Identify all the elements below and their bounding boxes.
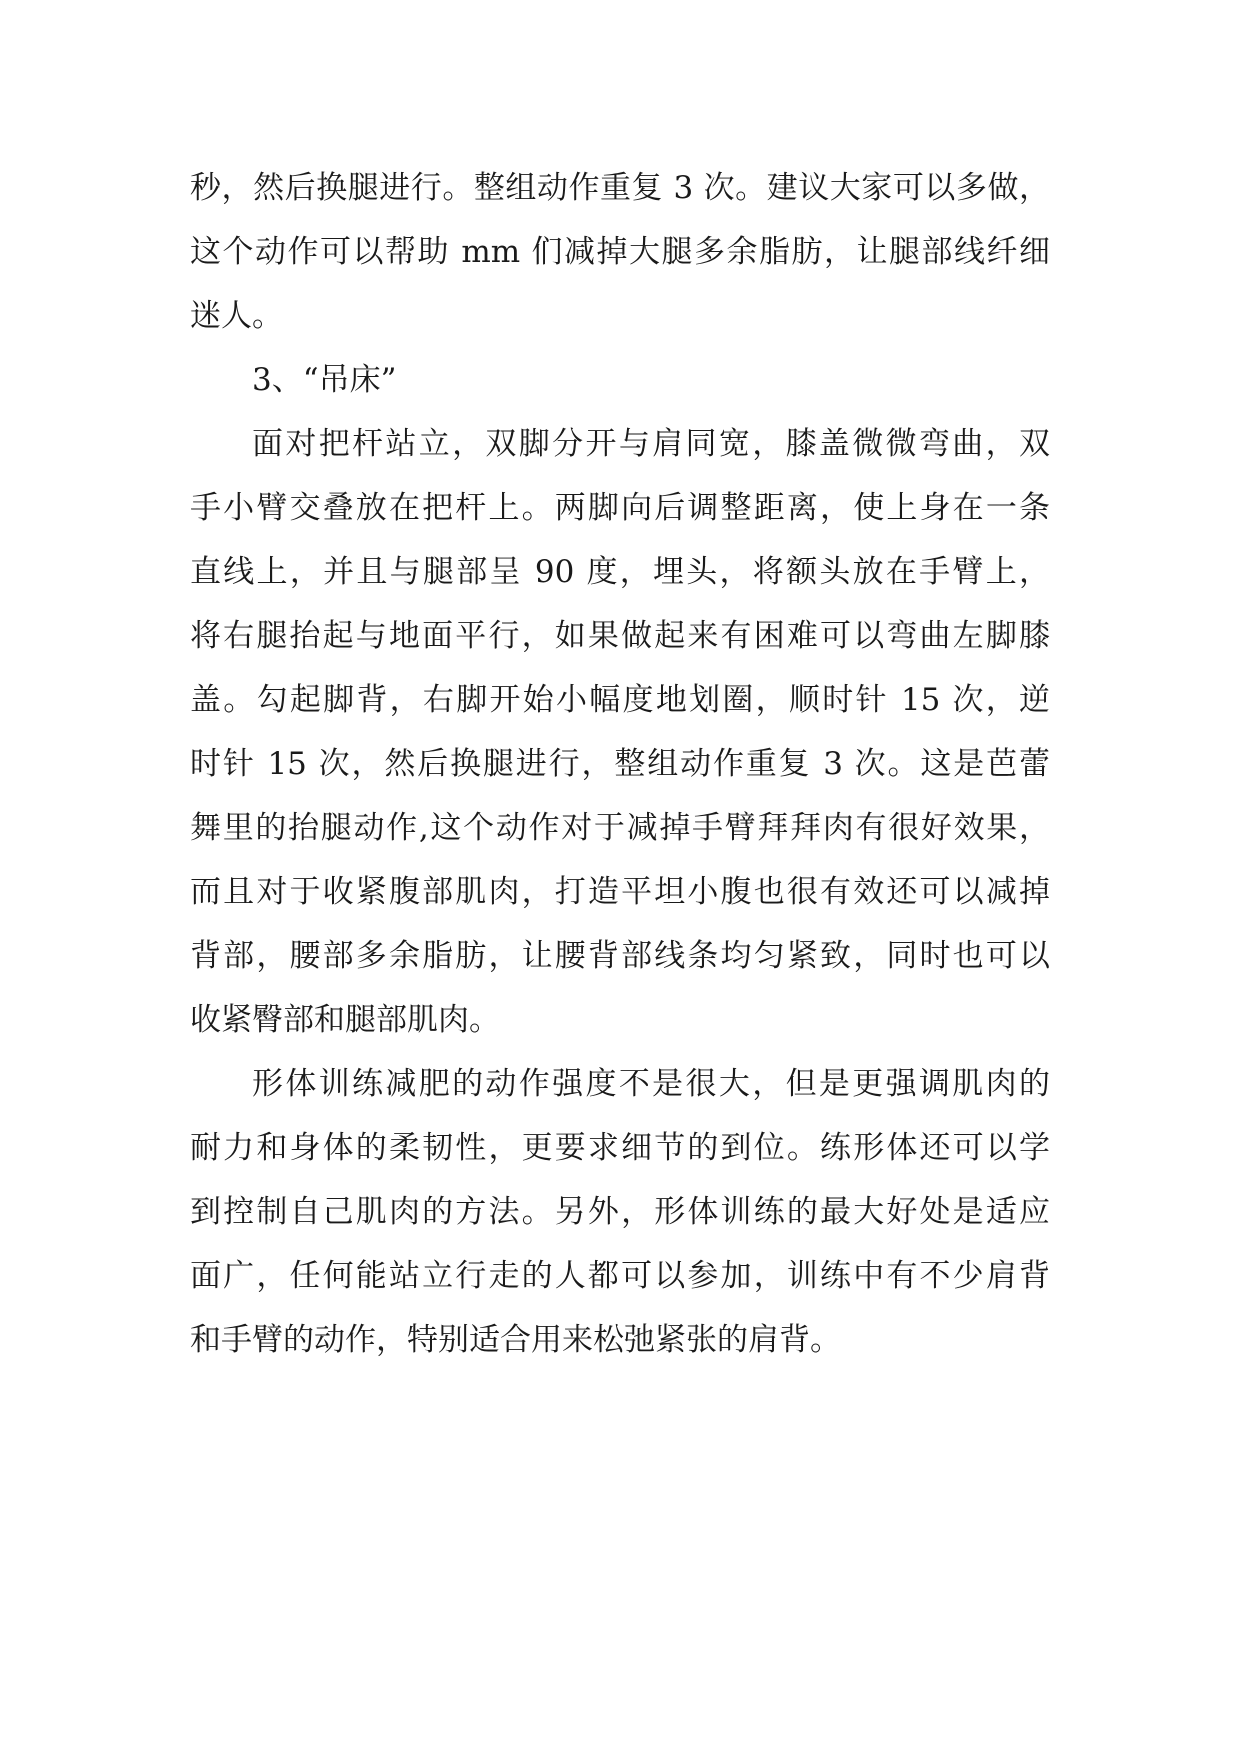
text-line: 面广，任何能站立行走的人都可以参加，训练中有不少肩背 [190,1258,1050,1294]
text-line: 耐力和身体的柔韧性，更要求细节的到位。练形体还可以学 [190,1130,1050,1166]
paragraph [190,412,1050,1052]
paragraph [190,348,1050,412]
text-line: 秒，然后换腿进行。整组动作重复 3 次。建议大家可以多做， [190,170,1050,206]
text-line: 3、“吊床” [252,362,397,398]
text-line: 形体训练减肥的动作强度不是很大，但是更强调肌肉的 [252,1066,1050,1102]
text-line: 而且对于收紧腹部肌肉，打造平坦小腹也很有效还可以减掉 [190,874,1050,910]
text-line: 和手臂的动作，特别适合用来松弛紧张的肩背。 [190,1322,841,1358]
text-line: 到控制自己肌肉的方法。另外，形体训练的最大好处是适应 [190,1194,1050,1230]
text-line: 将右腿抬起与地面平行，如果做起来有困难可以弯曲左脚膝 [190,618,1050,654]
text-line: 面对把杆站立，双脚分开与肩同宽，膝盖微微弯曲，双 [252,426,1050,462]
text-line: 时针 15 次，然后换腿进行，整组动作重复 3 次。这是芭蕾 [190,746,1050,782]
text-line: 舞里的抬腿动作,这个动作对于减掉手臂拜拜肉有很好效果， [190,810,1050,846]
text-line: 手小臂交叠放在把杆上。两脚向后调整距离，使上身在一条 [190,490,1050,526]
text-line: 迷人。 [190,298,283,334]
document-body [190,156,1050,1372]
text-line: 收紧臀部和腿部肌肉。 [190,1002,500,1038]
text-line: 盖。勾起脚背，右脚开始小幅度地划圈，顺时针 15 次，逆 [190,682,1050,718]
paragraph [190,156,1050,348]
text-line: 直线上，并且与腿部呈 90 度，埋头，将额头放在手臂上， [190,554,1050,590]
text-line: 这个动作可以帮助 mm 们减掉大腿多余脂肪，让腿部线纤细 [190,234,1050,270]
paragraph [190,1052,1050,1372]
text-line: 背部，腰部多余脂肪，让腰背部线条均匀紧致，同时也可以 [190,938,1050,974]
